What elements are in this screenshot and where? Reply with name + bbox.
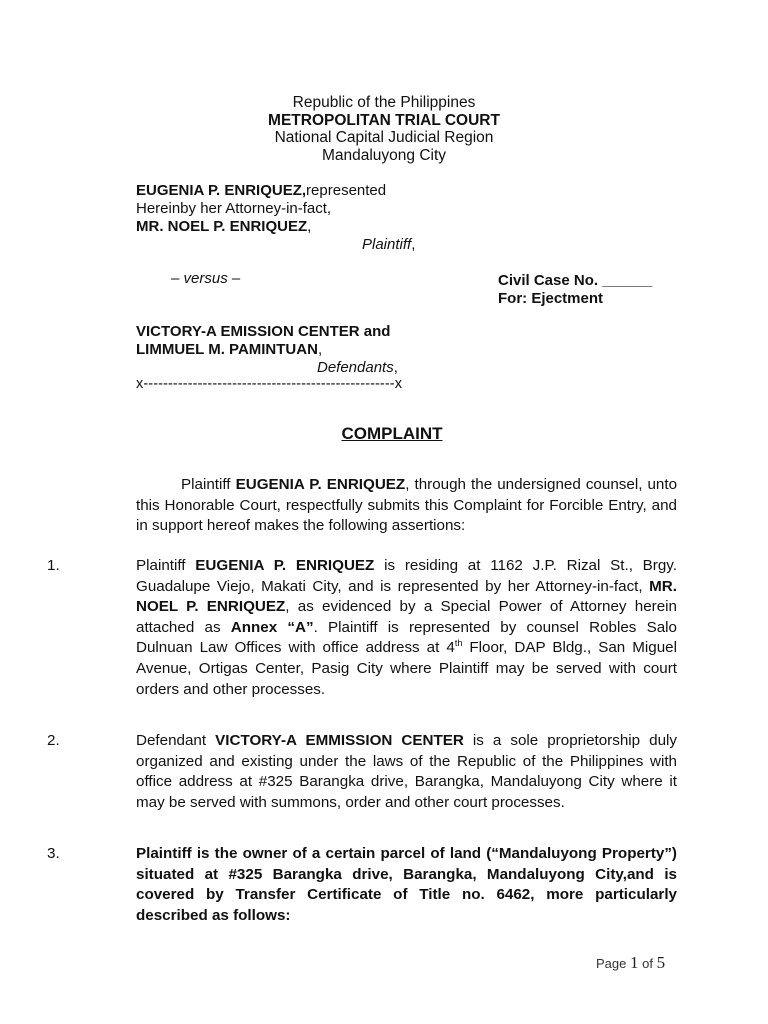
attorney-comma: , [307,218,312,235]
p1-annex-ref: Annex “A” [230,618,314,636]
plaintiff-role-comma: , [411,236,416,253]
defendant-block [136,323,398,377]
case-for: For: Ejectment [498,290,604,307]
plaintiff-line2 [136,200,415,218]
civil-case-number: Civil Case No. ______ [498,272,653,289]
p1-text-d: . Plaintiff is represented by counsel Robles Salo Dulnuan Law Offices with office address at 4 [136,618,678,657]
defendant-comma: , [317,341,323,358]
defendant-role-comma: , [393,359,398,376]
versus-label: – versus – [171,270,241,287]
p1-attorney-name: MR. NOEL P. ENRIQUEZ [136,577,677,616]
plaintiff-name: EUGENIA P. ENRIQUEZ, [136,182,307,199]
defendant-name: LIMMUEL M. PAMINTUAN [136,341,318,358]
header-city: Mandaluyong City [321,146,447,164]
p3-text: Plaintiff is the owner of a certain parcel of land (“Mandaluyong Property”) situated at #325 Barangka drive, Barangka, Mandaluyong City,and is covered by Transfer Certificate of Title no. 6462, more particularly described as follows: [136,845,677,924]
p1-plaintiff-name: EUGENIA P. ENRIQUEZ [195,557,375,574]
caption-divider: x---------------------------------------------------x [136,376,403,392]
p1-text-c: , as evidenced by a Special Power of Attorney herein attached as [136,598,677,636]
header-republic: Republic of the Philippines [292,94,476,111]
paragraph-2 [136,731,677,813]
p2-defendant-name: VICTORY-A EMMISSION CENTER [215,732,464,749]
defendant-line2 [136,341,398,359]
paragraph-number-3: 3. [47,845,60,862]
plaintiff-role: Plaintiff [362,236,412,253]
p2-text-b: is a sole proprietorship duly organized and existing under the laws of the Republic of the Philippines with office address at #325 Barangka drive, Barangka, Mandaluyong City where it may be served with summons, order and other court processes. [136,732,677,811]
intro-plaintiff-name: EUGENIA P. ENRIQUEZ [235,476,406,493]
p1-text-e: Floor, DAP Bldg., San Miguel Avenue, Ortigas Center, Pasig City where Plaintiff may be served with court orders and other processes. [136,639,678,698]
p1-text-b: is residing at 1162 J.P. Rizal St., Brgy. Guadalupe Viejo, Makati City, and is represented by her Attorney-in-fact, [136,557,677,595]
page-footer [596,953,665,973]
court-header [0,94,768,164]
footer-page-number: 1 [629,953,639,972]
plaintiff-line3 [136,218,415,236]
header-region: National Capital Judicial Region [274,129,494,147]
footer-of-word: of [638,956,657,971]
p1-superscript: th [454,638,463,649]
intro-paragraph [136,475,677,537]
attorney-name: MR. NOEL P. ENRIQUEZ [136,218,308,235]
defendant-role-line [136,359,398,377]
plaintiff-block [136,182,415,254]
defendant-role: Defendants [317,359,394,376]
case-info [498,272,652,308]
footer-total-pages: 5 [656,953,666,972]
header-court: METROPOLITAN TRIAL COURT [268,111,500,129]
plaintiff-represented: represented [306,182,387,199]
paragraph-number-2: 2. [47,732,60,749]
defendant-line1: VICTORY-A EMISSION CENTER and [136,323,391,340]
intro-rest: , through the undersigned counsel, unto this Honorable Court, respectfully submits this Complaint for Forcible Entry, and in support hereof makes the following assertions: [136,476,678,535]
document-title: COMPLAINT [341,424,443,443]
paragraph-1 [136,556,677,700]
intro-lead: Plaintiff [181,476,236,493]
plaintiff-role-line [136,236,415,254]
p1-text-a: Plaintiff [136,557,196,574]
footer-page-word: Page [596,956,630,971]
plaintiff-hereinby: Hereinby her Attorney-in-fact, [136,200,332,217]
paragraph-3 [136,844,677,926]
plaintiff-line1 [136,182,415,200]
paragraph-number-1: 1. [47,557,60,574]
p2-text-a: Defendant [136,732,216,749]
